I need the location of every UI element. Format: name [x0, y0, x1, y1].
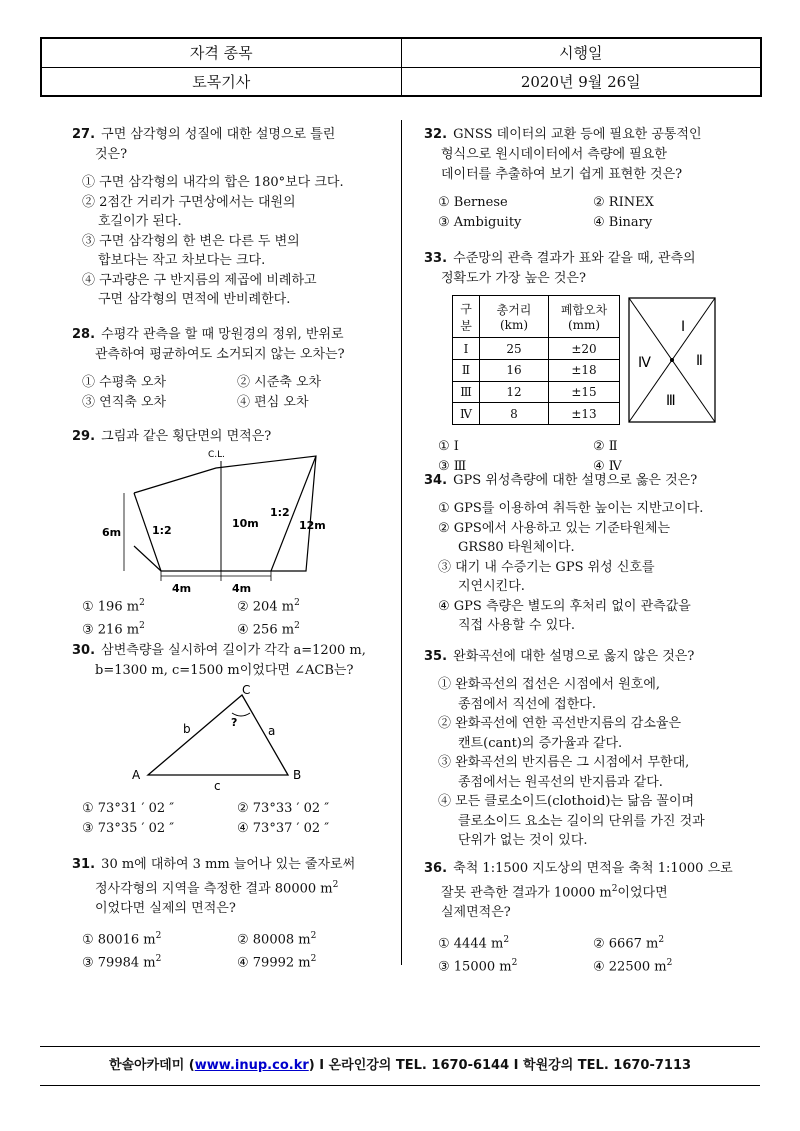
- question-number: 36.: [424, 861, 448, 876]
- question-32: [424, 125, 748, 232]
- table-header: 폐합오차 (mm): [549, 296, 620, 338]
- label-vertex-a: A: [132, 768, 141, 782]
- option-2-cont: 캔트(cant)의 증가율과 같다.: [458, 735, 623, 751]
- option-4[interactable]: ④ Binary: [593, 214, 653, 230]
- question-stem: 구면 삼각형의 성질에 대한 설명으로 틀린: [101, 127, 336, 142]
- label-circuit-1: Ⅰ: [681, 319, 686, 335]
- footer: [40, 1046, 760, 1086]
- option-1[interactable]: ① 수평축 오차: [82, 375, 167, 390]
- option-4-cont: 직접 사용할 수 있다.: [458, 618, 575, 633]
- label-vertex-b: B: [293, 768, 302, 782]
- option-4-cont: 단위가 없는 것이 있다.: [458, 833, 588, 848]
- option-2[interactable]: ② 완화곡선에 연한 곡선반지름의 감소율은: [438, 716, 682, 731]
- label-4m-right: 4m: [232, 582, 252, 595]
- exam-header: [40, 37, 762, 97]
- label-vertex-c: C: [242, 683, 251, 697]
- option-3[interactable]: ③ 대기 내 수증기는 GPS 위성 신호를: [438, 559, 655, 575]
- option-2-cont: GRS80 타원체이다.: [458, 540, 575, 555]
- question-stem: 이었다면 실제의 면적은?: [95, 901, 236, 917]
- option-4-cont: 클로소이드 요소는 길이의 단위를 가진 것과: [458, 813, 705, 829]
- option-1[interactable]: ① 80016 $m^2$: [82, 931, 162, 948]
- table-row: Ⅱ 16 ±18: [453, 359, 620, 381]
- label-side-a: a: [268, 724, 276, 738]
- option-4[interactable]: ④ Ⅳ: [593, 458, 622, 474]
- option-1[interactable]: ① 완화곡선의 접선은 시점에서 원호에,: [438, 677, 661, 692]
- option-3-cont: 합보다는 작고 차보다는 크다.: [98, 253, 266, 268]
- footer-contact: ) I 온라인강의 TEL. 1670-6144 I 학원강의 TEL. 1670-7113: [308, 1058, 692, 1073]
- question-number: 31.: [72, 857, 96, 872]
- question-33: [424, 249, 748, 476]
- option-2[interactable]: ② GPS에서 사용하고 있는 기준타원체는: [438, 520, 671, 536]
- question-stem: b=1300 m, c=1500 m이었다면 ∠ACB는?: [95, 663, 354, 678]
- question-35: [424, 647, 705, 851]
- option-3[interactable]: ③ 216 $m^2$: [82, 620, 145, 638]
- option-1[interactable]: ① 73°31 ′ 02 ″: [82, 801, 175, 816]
- question-stem: 완화곡선에 대한 설명으로 옳지 않은 것은?: [453, 649, 695, 664]
- question-number: 35.: [424, 649, 448, 664]
- option-3-cont: 종점에서는 원곡선의 반지름과 같다.: [458, 774, 663, 790]
- option-3[interactable]: ③ Ambiguity: [438, 214, 522, 230]
- label-side-c: c: [214, 779, 221, 793]
- table-header: 구 분: [453, 296, 480, 338]
- question-number: 34.: [424, 473, 448, 488]
- option-1[interactable]: ① Ⅰ: [438, 439, 459, 454]
- option-3[interactable]: ③ 73°35 ′ 02 ″: [82, 820, 175, 836]
- footer-academy: 한솔아카데미 (: [108, 1058, 195, 1073]
- question-number: 30.: [72, 643, 96, 658]
- header-subject: 토목기사: [42, 67, 402, 96]
- question-number: 27.: [72, 127, 96, 142]
- question-stem: 정확도가 가장 높은 것은?: [441, 271, 586, 286]
- label-slope-right: 1:2: [270, 506, 290, 519]
- option-1[interactable]: ① 4444 $m^2$: [438, 935, 510, 952]
- question-34: [424, 471, 703, 636]
- option-3[interactable]: ③ Ⅲ: [438, 458, 467, 474]
- option-4[interactable]: ④ 79992 $m^2$: [237, 954, 317, 971]
- table-row: Ⅳ 8 ±13: [453, 403, 620, 425]
- question-stem: 그림과 같은 횡단면의 면적은?: [101, 429, 272, 444]
- question-stem: GNSS 데이터의 교환 등에 필요한 공통적인: [453, 127, 702, 142]
- question-29: [72, 427, 392, 640]
- question-stem: 수평각 관측을 할 때 망원경의 정위, 반위로: [101, 327, 344, 342]
- question-number: 32.: [424, 127, 448, 142]
- question-stem: 형식으로 원시데이터에서 측량에 필요한: [441, 147, 667, 162]
- option-2[interactable]: ② 시준축 오차: [237, 375, 322, 390]
- option-1[interactable]: ① GPS를 이용하여 취득한 높이는 지반고이다.: [438, 501, 704, 516]
- header-label-subject: 자격 종목: [42, 39, 402, 68]
- option-4[interactable]: ④ 256 $m^2$: [237, 620, 300, 638]
- footer-link[interactable]: www.inup.co.kr: [194, 1058, 309, 1073]
- option-3[interactable]: ③ 15000 $m^2$: [438, 958, 518, 975]
- option-1[interactable]: ① 196 $m^2$: [82, 598, 145, 615]
- table-row: Ⅰ 25 ±20: [453, 338, 620, 360]
- question-stem: GPS 위성측량에 대한 설명으로 옳은 것은?: [453, 473, 698, 488]
- question-stem: 관측하여 평균하여도 소거되지 않는 오차는?: [95, 347, 345, 362]
- option-2[interactable]: ② 6667 $m^2$: [593, 935, 665, 952]
- option-2[interactable]: ② 2점간 거리가 구면상에서는 대원의: [82, 194, 296, 210]
- option-3[interactable]: ③ 79984 $m^2$: [82, 954, 162, 971]
- option-4-cont: 구면 삼각형의 면적에 반비례한다.: [98, 292, 291, 307]
- option-4[interactable]: ④ GPS 측량은 별도의 후처리 없이 관측값을: [438, 598, 691, 614]
- header-label-date: 시행일: [401, 39, 761, 68]
- label-circuit-2: Ⅱ: [696, 353, 703, 369]
- question-stem: 30 m에 대하여 3 mm 늘어나 있는 줄자로써: [101, 857, 356, 872]
- question-stem: 축척 1:1500 지도상의 면적을 축척 1:1000 으로: [453, 861, 733, 876]
- option-2[interactable]: ② Ⅱ: [593, 439, 618, 454]
- option-2[interactable]: ② 80008 $m^2$: [237, 931, 317, 948]
- question-stem: 잘못 관측한 결과가 10000 $m^2$이었다면: [441, 884, 668, 901]
- question-number: 28.: [72, 327, 96, 342]
- question-27: [72, 125, 344, 310]
- option-2[interactable]: ② 73°33 ′ 02 ″: [237, 801, 330, 816]
- leveling-network-figure: [626, 295, 720, 425]
- triangle-figure: [128, 683, 368, 793]
- option-4[interactable]: ④ 22500 $m^2$: [593, 958, 673, 975]
- label-slope-left: 1:2: [152, 524, 172, 537]
- triangle-abc: [148, 695, 288, 775]
- label-4m-left: 4m: [172, 582, 192, 595]
- header-exam-date: 2020년 9월 26일: [401, 67, 761, 96]
- question-stem: 정사각형의 지역을 측정한 결과 80000 $m^2$: [95, 880, 339, 897]
- label-unknown-angle: ?: [231, 716, 238, 729]
- option-3[interactable]: ③ 완화곡선의 반지름은 그 시점에서 무한대,: [438, 755, 690, 770]
- leveling-table: [452, 295, 620, 425]
- label-side-b: b: [183, 722, 191, 736]
- question-30: [72, 641, 392, 838]
- question-number: 33.: [424, 251, 448, 266]
- option-4[interactable]: ④ 모든 클로소이드(clothoid)는 닮음 꼴이며: [438, 794, 695, 809]
- question-number: 29.: [72, 429, 96, 444]
- option-2[interactable]: ② 204 $m^2$: [237, 598, 300, 615]
- table-row: Ⅲ 12 ±15: [453, 381, 620, 403]
- label-12m: 12m: [299, 519, 326, 532]
- question-stem: 실제면적은?: [441, 905, 511, 921]
- option-1[interactable]: ① 구면 삼각형의 내각의 합은 180°보다 크다.: [82, 175, 344, 190]
- label-6m: 6m: [102, 526, 122, 539]
- table-header: 총거리 (km): [480, 296, 549, 338]
- cross-section-figure: [96, 450, 326, 595]
- label-10m: 10m: [232, 517, 259, 530]
- question-stem: 것은?: [95, 147, 128, 162]
- option-4[interactable]: ④ 73°37 ′ 02 ″: [237, 820, 330, 836]
- option-3[interactable]: ③ 연직축 오차: [82, 394, 167, 410]
- option-4[interactable]: ④ 편심 오차: [237, 394, 309, 410]
- question-stem: 삼변측량을 실시하여 길이가 각각 a=1200 m,: [101, 643, 366, 658]
- option-1[interactable]: ① Bernese: [438, 195, 508, 210]
- question-31: [72, 855, 392, 973]
- option-4[interactable]: ④ 구과량은 구 반지름의 제곱에 비례하고: [82, 272, 317, 288]
- question-stem: 데이터를 추출하여 보기 쉽게 표현한 것은?: [441, 167, 683, 182]
- question-stem: 수준망의 관측 결과가 표와 같을 때, 관측의: [453, 251, 696, 266]
- option-1-cont: 종점에서 직선에 접한다.: [458, 696, 596, 712]
- label-cl: C.L.: [208, 450, 226, 460]
- option-2-cont: 호길이가 된다.: [98, 214, 182, 229]
- question-36: [424, 859, 748, 977]
- option-3[interactable]: ③ 구면 삼각형의 한 변은 다른 두 변의: [82, 233, 300, 249]
- label-circuit-3: Ⅲ: [666, 393, 676, 409]
- question-28: [72, 325, 392, 412]
- label-circuit-4: Ⅳ: [638, 355, 651, 371]
- option-3-cont: 지연시킨다.: [458, 579, 525, 594]
- column-divider: [401, 120, 402, 965]
- option-2[interactable]: ② RINEX: [593, 195, 654, 210]
